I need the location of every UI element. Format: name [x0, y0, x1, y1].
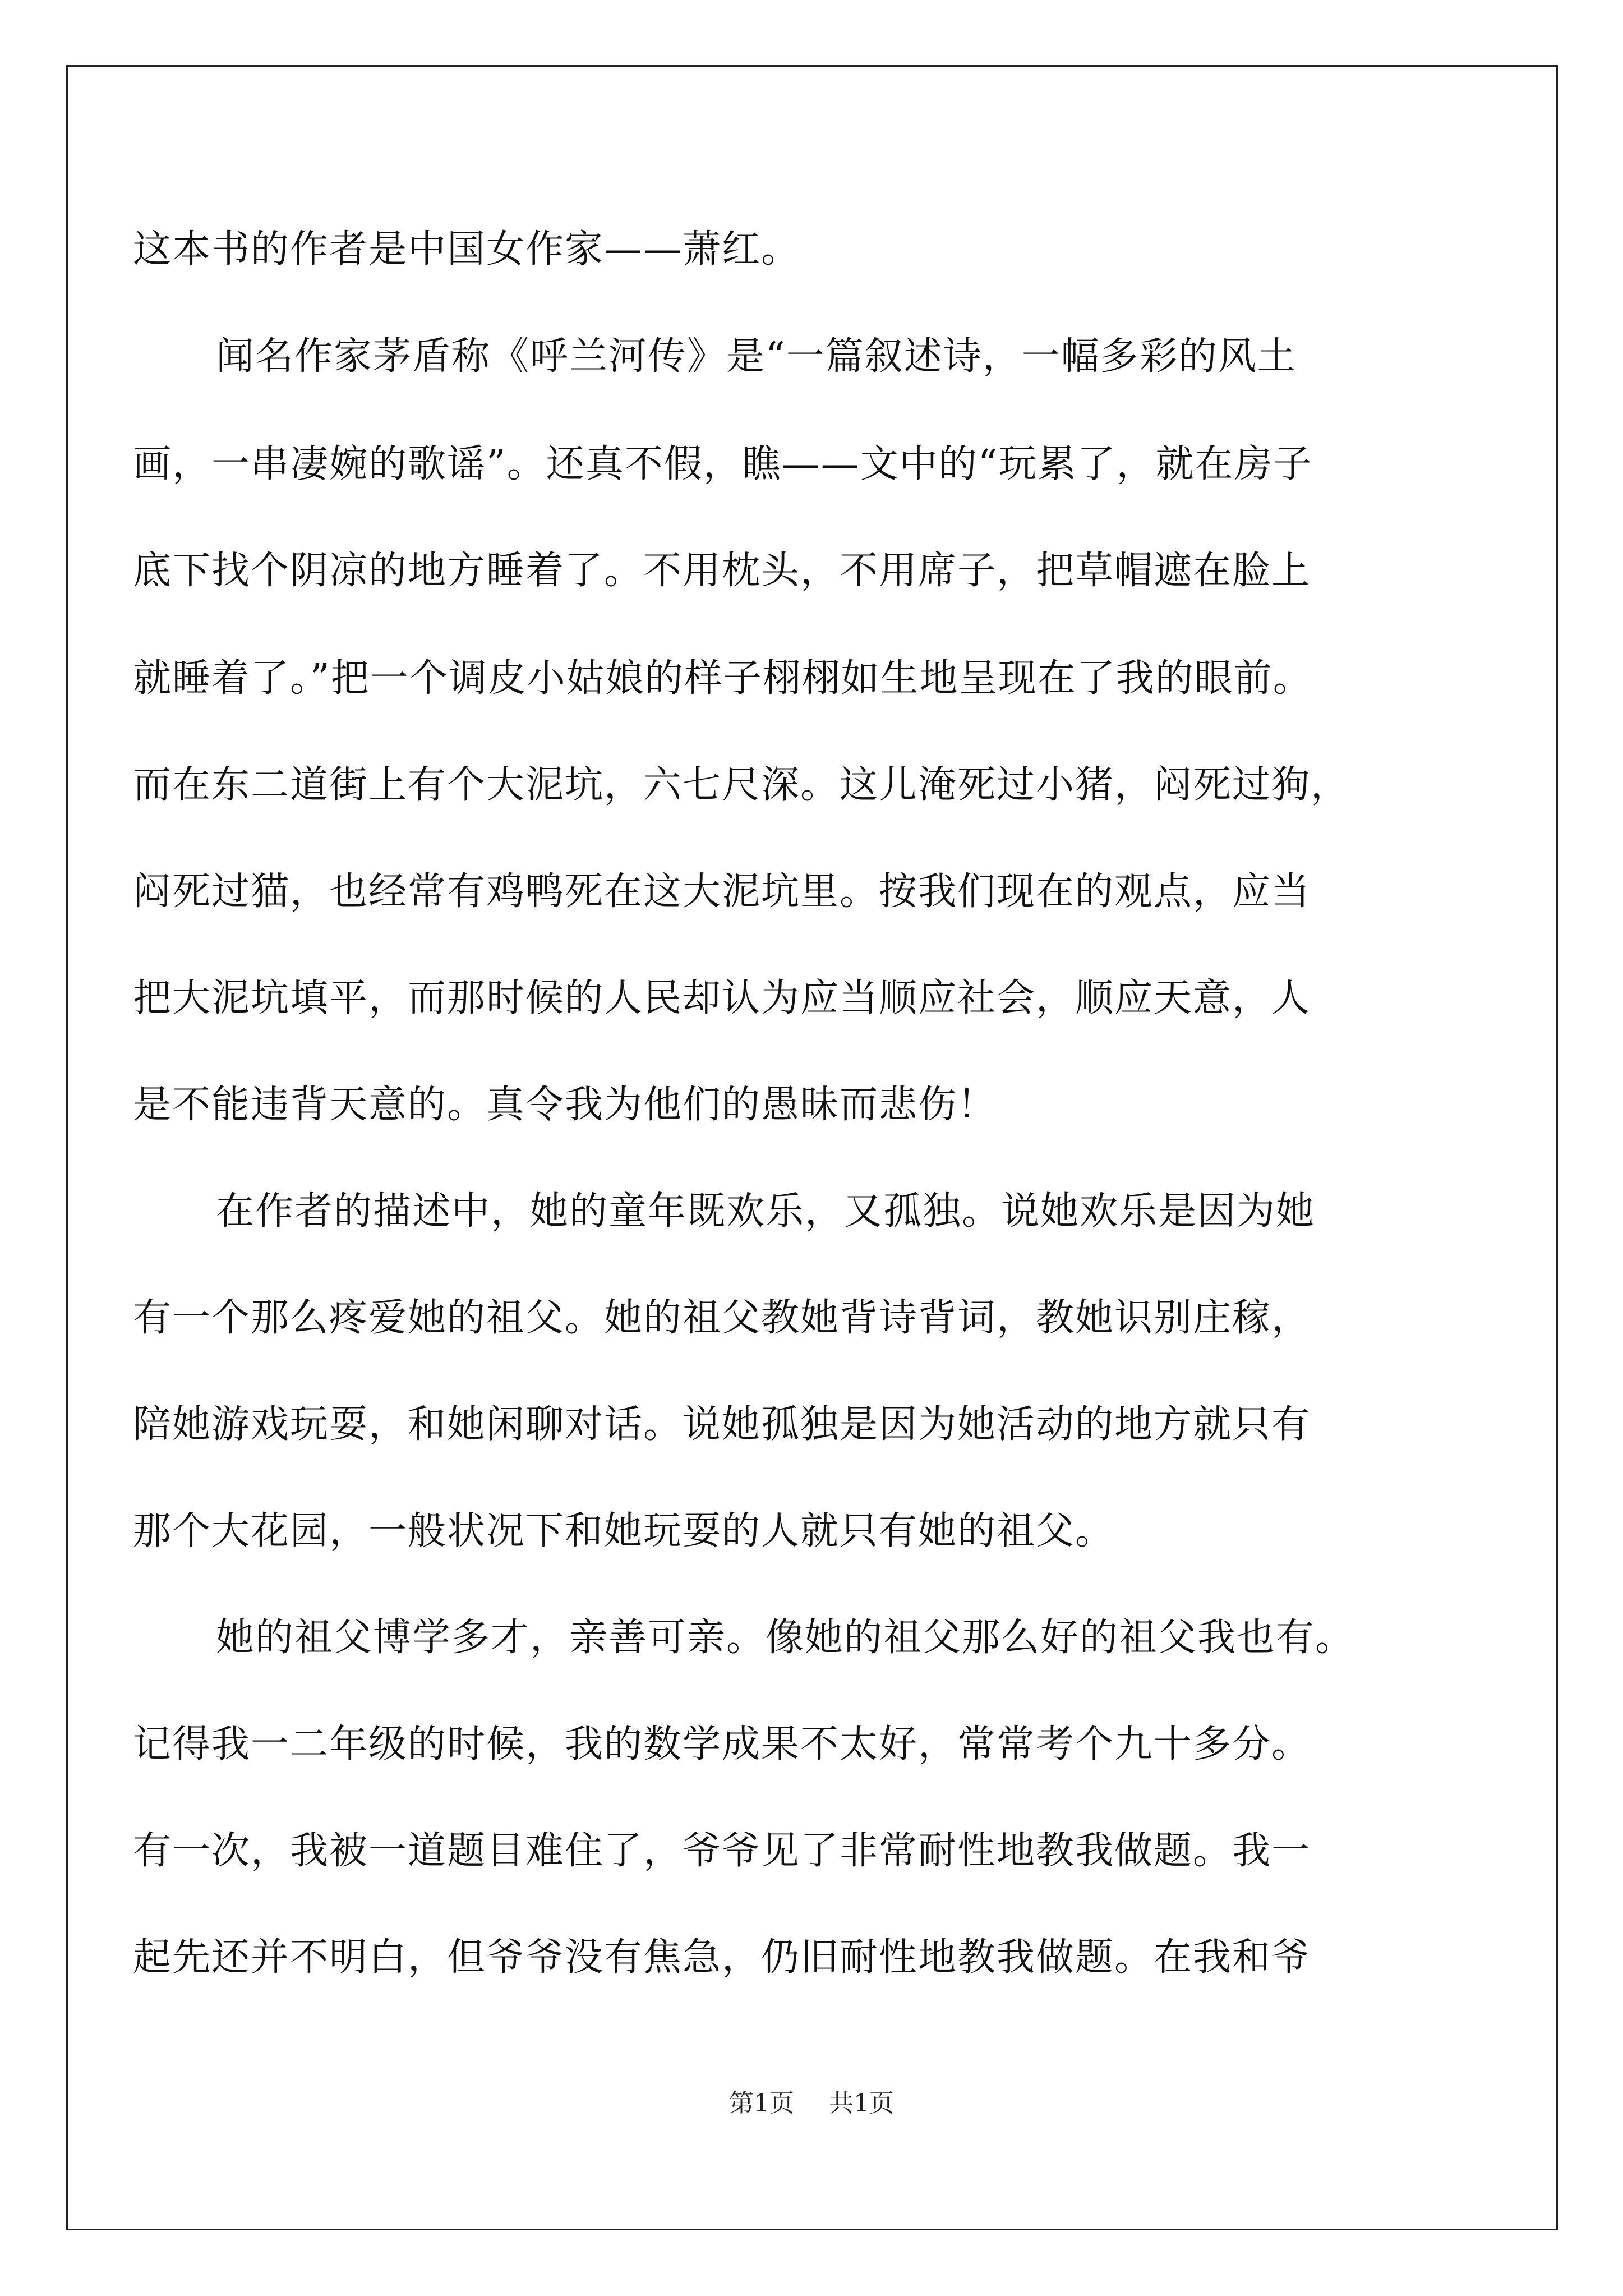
page-footer	[0, 2087, 1623, 2120]
paragraph-start-line: 闻名作家茅盾称《呼兰河传》是“一篇叙述诗，一幅多彩的风土	[216, 334, 1297, 379]
text-line: 而在东二道街上有个大泥坑，六七尺深。这儿淹死过小猪，闷死过狗，	[133, 763, 1350, 807]
text-line: 有一个那么疼爱她的祖父。她的祖父教她背诗背词，教她识别庄稼，	[133, 1296, 1311, 1340]
text-line: 起先还并不明白，但爷爷没有焦急，仍旧耐性地教我做题。在我和爷	[133, 1935, 1311, 1980]
page-number: 第1页	[729, 2089, 794, 2118]
text-line: 闷死过猫，也经常有鸡鸭死在这大泥坑里。按我们现在的观点，应当	[133, 869, 1311, 914]
page-total: 共1页	[829, 2089, 894, 2118]
text-line: 这本书的作者是中国女作家——萧红。	[133, 227, 801, 272]
text-line: 有一次，我被一道题目难住了，爷爷见了非常耐性地教我做题。我一	[133, 1829, 1311, 1873]
text-line: 陪她游戏玩耍，和她闲聊对话。说她孤独是因为她活动的地方就只有	[133, 1402, 1311, 1447]
text-line: 画，一串凄婉的歌谣”。还真不假，瞧——文中的“玩累了，就在房子	[133, 442, 1313, 486]
paragraph-start-line: 在作者的描述中，她的童年既欢乐，又孤独。说她欢乐是因为她	[216, 1189, 1316, 1234]
text-line: 记得我一二年级的时候，我的数学成果不太好，常常考个九十多分。	[133, 1722, 1311, 1766]
paragraph-start-line: 她的祖父博学多才，亲善可亲。像她的祖父那么好的祖父我也有。	[216, 1616, 1355, 1660]
text-line: 是不能违背天意的。真令我为他们的愚昧而悲伤！	[133, 1083, 997, 1127]
text-line: 把大泥坑填平，而那时候的人民却认为应当顺应社会，顺应天意，人	[133, 976, 1311, 1020]
text-line: 底下找个阴凉的地方睡着了。不用枕头，不用席子，把草帽遮在脸上	[133, 549, 1311, 593]
text-line: 就睡着了。”把一个调皮小姑娘的样子栩栩如生地呈现在了我的眼前。	[133, 656, 1312, 701]
text-line: 那个大花园，一般状况下和她玩耍的人就只有她的祖父。	[133, 1509, 1115, 1553]
